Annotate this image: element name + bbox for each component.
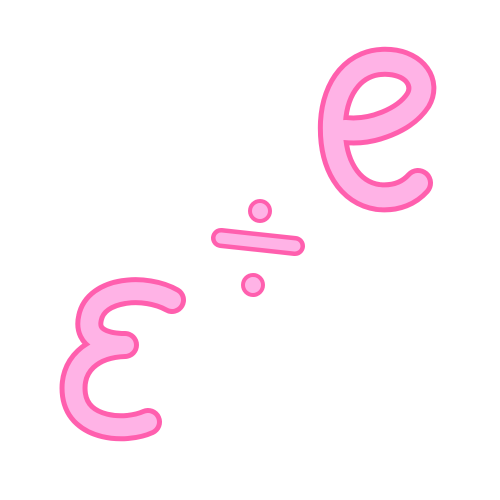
division-sign — [0, 0, 295, 297]
e-letter — [0, 0, 421, 197]
epsilon-symbol — [0, 0, 172, 427]
